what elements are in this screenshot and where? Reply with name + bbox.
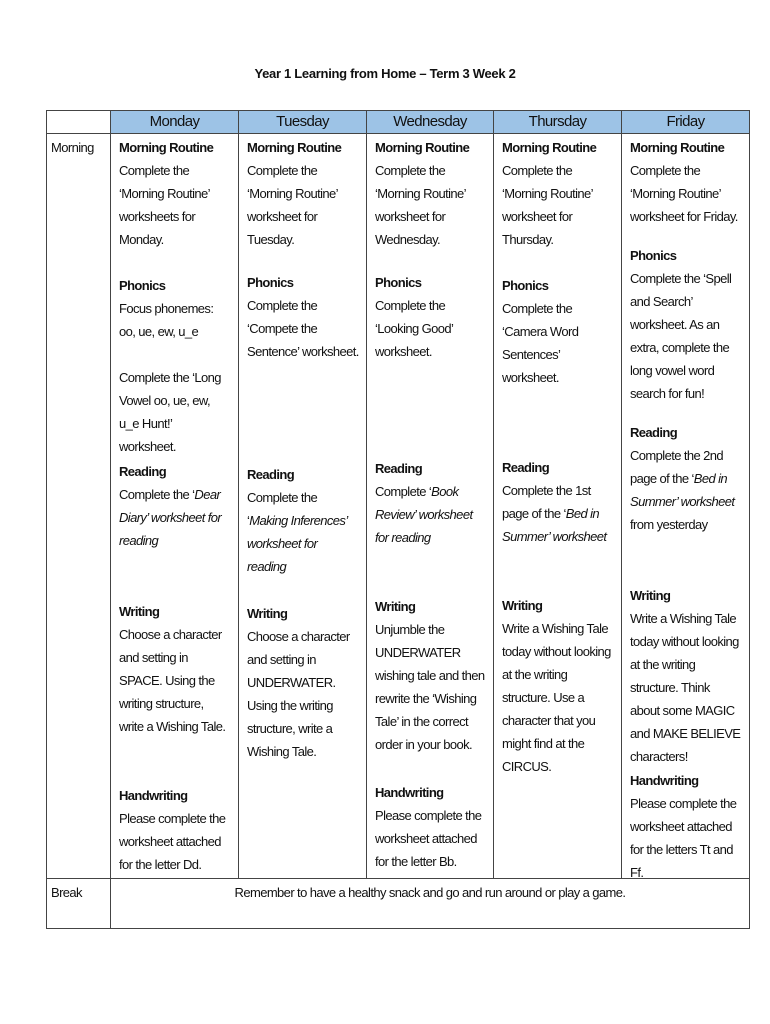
document-title: Year 1 Learning from Home – Term 3 Week 2 [254,66,516,81]
tuesday-routine-block [247,136,359,251]
monday-reading-block [119,460,231,552]
cell-wednesday-morning [367,134,494,879]
weekly-timetable [46,110,750,929]
row-label-break: Break [47,879,111,929]
section-text [502,479,614,548]
section-text: Complete the ‘Morning Routine’ worksheet for Friday. [630,163,738,224]
section-title: Morning Routine [119,140,214,155]
friday-phonics-block [630,244,742,405]
section-title: Reading [247,467,295,482]
section-text: Unjumble the UNDERWATER wishing tale and then rewrite the ‘Wishing Tale’ in the correct order in your book. [375,622,485,752]
section-text: Complete the ‘Morning Routine’ worksheet for Thursday. [502,163,593,247]
text-segment-italic: Book Review’ worksheet for reading [375,484,473,545]
day-header-monday: Monday [111,111,239,134]
section-title: Reading [502,460,550,475]
section-text: Complete the ‘Looking Good’ worksheet. [375,298,453,359]
section-text: oo, ue, ew, u_e [119,324,199,339]
section-title: Writing [630,588,671,603]
tuesday-reading-block [247,463,359,578]
section-title: Phonics [630,248,677,263]
wednesday-reading-block [375,457,486,549]
section-text: Please complete the worksheet attached for the letter Dd. [119,811,226,872]
section-title: Morning Routine [247,140,342,155]
section-text: Choose a character and setting in SPACE. Using the writing structure, write a Wishing Tale. [119,627,226,734]
section-text: Complete the ‘Compete the Sentence’ worksheet. [247,298,359,359]
row-label-morning: Morning [47,134,111,879]
break-row [47,879,750,929]
day-header-thursday: Thursday [494,111,622,134]
text-segment: from yesterday [630,517,708,532]
section-title: Morning Routine [375,140,470,155]
section-title: Reading [119,464,167,479]
section-title: Phonics [502,278,549,293]
text-segment: Complete the ‘ [247,490,318,528]
section-title: Handwriting [630,773,699,788]
text-segment: Complete the ‘ [119,487,195,502]
text-segment-italic: Making Inferences’ worksheet for reading [247,513,347,574]
section-title: Phonics [119,278,166,293]
wednesday-handwriting-block [375,781,486,873]
day-header-wednesday: Wednesday [367,111,494,134]
thursday-reading-block [502,456,614,548]
cell-friday-morning [622,134,750,879]
cell-tuesday-morning [239,134,367,879]
text-segment-italic: Bed in Summer’ worksheet [502,506,607,544]
section-title: Writing [502,598,543,613]
section-text: Focus phonemes: [119,301,214,316]
corner-cell [47,111,111,134]
monday-phonics-block [119,274,231,458]
section-title: Morning Routine [502,140,597,155]
thursday-routine-block [502,136,614,251]
section-text: Complete the ‘Long Vowel oo, ue, ew, u_e Hunt!’ worksheet. [119,370,221,454]
wednesday-routine-block [375,136,486,251]
section-title: Phonics [375,275,422,290]
friday-routine-block [630,136,742,228]
section-text [247,486,359,578]
thursday-phonics-block [502,274,614,389]
friday-writing-block [630,584,742,768]
section-text: Complete the ‘Camera Word Sentences’ worksheet. [502,301,579,385]
section-text [119,483,231,552]
tuesday-writing-block [247,602,359,763]
friday-handwriting-block [630,769,742,884]
wednesday-writing-block [375,595,486,756]
cell-monday-morning [111,134,239,879]
section-title: Reading [375,461,423,476]
text-segment: Complete the 1st page of the ‘ [502,483,591,521]
break-instruction: Remember to have a healthy snack and go and run around or play a game. [111,879,750,929]
monday-routine-block [119,136,231,251]
day-header-friday: Friday [622,111,750,134]
section-title: Handwriting [119,788,188,803]
section-text: Complete the ‘Morning Routine’ worksheet for Tuesday. [247,163,338,247]
section-text [375,480,486,549]
text-segment: Complete the 2nd page of the ‘ [630,448,724,486]
day-header-tuesday: Tuesday [239,111,367,134]
header-row [47,111,750,134]
section-text [630,444,742,536]
morning-row [47,134,750,879]
text-segment: Complete ‘ [375,484,432,499]
cell-thursday-morning [494,134,622,879]
section-text: Write a Wishing Tale today without looking at the writing structure. Use a character that you might find at the CIRCUS. [502,621,611,774]
text-segment-italic: Dear Diary’ worksheet for reading [119,487,222,548]
section-text: Complete the ‘Spell and Search’ worksheet. As an extra, complete the long vowel word search for fun! [630,271,732,401]
section-text: Complete the ‘Morning Routine’ worksheet for Wednesday. [375,163,466,247]
section-title: Writing [247,606,288,621]
section-text: Write a Wishing Tale today without looking at the writing structure. Think about some MAGIC and MAKE BELIEVE characters! [630,611,741,764]
thursday-writing-block [502,594,614,778]
section-title: Handwriting [375,785,444,800]
friday-reading-block [630,421,742,536]
section-title: Writing [119,604,160,619]
tuesday-phonics-block [247,271,359,363]
text-segment-italic: Bed in Summer’ worksheet [630,471,735,509]
section-title: Morning Routine [630,140,725,155]
section-text: Choose a character and setting in UNDERWATER. Using the writing structure, write a Wishing Tale. [247,629,350,759]
section-title: Phonics [247,275,294,290]
monday-writing-block [119,600,231,738]
section-text: Please complete the worksheet attached for the letter Bb. [375,808,482,869]
monday-handwriting-block [119,784,231,876]
section-title: Reading [630,425,678,440]
section-text: Please complete the worksheet attached for the letters Tt and Ff. [630,796,737,880]
section-text: Complete the ‘Morning Routine’ worksheets for Monday. [119,163,210,247]
wednesday-phonics-block [375,271,486,363]
section-title: Writing [375,599,416,614]
